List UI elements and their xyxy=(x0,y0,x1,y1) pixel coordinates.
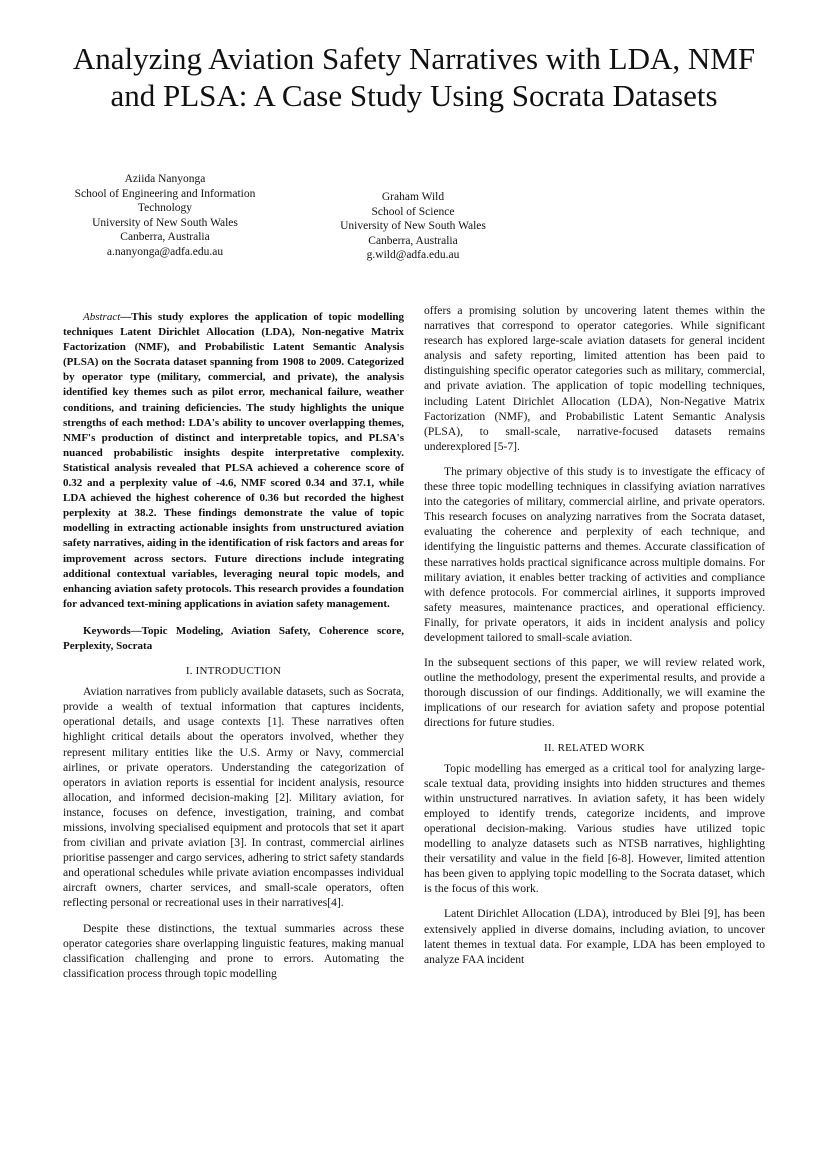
abstract xyxy=(63,310,404,612)
paper-title: Analyzing Aviation Safety Narratives with LDA, NMF and PLSA: A Case Study Using Socrata Datasets xyxy=(72,41,756,113)
paragraph: Topic modelling has emerged as a critical tool for analyzing large-scale textual data, providing insights into hidden structures and themes within unstructured narratives. In aviation safety, it has been widely employed to identify trends, categorize incidents, and improve operational decision-making. Various studies have utilized topic modelling to analyze datasets such as NTSB narratives, highlighting their versatility and value in the field [6-8]. However, limited attention has been given to applying topic modelling to the Socrata dataset, which is the focus of this work. xyxy=(424,761,765,896)
left-column xyxy=(63,310,404,981)
author-name: Graham Wild xyxy=(381,191,445,203)
section-heading-introduction: I. INTRODUCTION xyxy=(185,665,282,678)
paragraph: Aviation narratives from publicly available datasets, such as Socrata, provide a wealth of textual information that captures incidents, operational details, and usage contexts [1]. These narratives often highlight critical details about the operators involved, whether they represent military entities like the U.S. Army or Navy, commercial airlines, or private operators. Understanding the categorization of operators in aviation reports is essential for incident analysis, resource allocation, and informed decision-making [2]. Military aviation, for instance, focuses on defence, investigation, training, and combat missions, involving specialised equipment and protocols that set it apart from civilian and private aviation [3]. In contrast, commercial airlines prioritise passenger and cargo services, adhering to strict safety standards and operational schedules while private aviation encompasses individual aircraft owners, charter services, and small-scale operators, often reflecting personal or recreational uses in their narratives[4]. xyxy=(63,685,404,910)
abstract-label: Abstract xyxy=(83,311,121,323)
author-university: University of New South Wales xyxy=(92,216,238,229)
author-university: University of New South Wales xyxy=(340,220,486,233)
right-column xyxy=(424,303,765,967)
author-affiliation-cont: Technology xyxy=(137,202,193,215)
paragraph: Latent Dirichlet Allocation (LDA), introduced by Blei [9], has been extensively applied in diverse domains, including aviation, to uncover latent themes in textual data. For example, LDA has been employed to analyze FAA incident xyxy=(424,907,765,966)
author-block-1 xyxy=(55,172,275,260)
author-location: Canberra, Australia xyxy=(368,234,458,247)
author-email: g.wild@adfa.edu.au xyxy=(366,249,460,262)
author-email: a.nanyonga@adfa.edu.au xyxy=(106,245,224,258)
section-heading-related-work: II. RELATED WORK xyxy=(543,741,646,754)
author-affiliation: School of Science xyxy=(371,205,455,218)
keywords: Keywords—Topic Modeling, Aviation Safety, Coherence score, Perplexity, Socrata xyxy=(63,624,404,652)
author-block-2 xyxy=(318,190,508,263)
abstract-text: —This study explores the application of topic modelling techniques Latent Dirichlet Allocation (LDA), Non-negative Matrix Factorization (NMF), and Probabilistic Latent Semantic Analysis (PLSA) on the Socrata dataset spanning from 1908 to 2009. Categorized by operator type (military, commercial, and private), the analysis identified key themes such as pilot error, mechanical failure, weather conditions, and training deficiencies. The study highlights the unique strengths of each method: LDA's ability to uncover overlapping themes, NMF's production of distinct and interpretable topics, and PLSA's nuanced probabilistic insights despite interpretative complexity. Statistical analysis revealed that PLSA achieved a coherence score of 0.32 and a perplexity value of -4.6, NMF scored 0.34 and 37.1, while LDA achieved the highest coherence of 0.36 but recorded the highest perplexity at 38.2. These findings demonstrate the value of topic modelling in extracting actionable insights from unstructured aviation safety narratives, aiding in the identification of risk factors and areas for improvement across sectors. Future directions include integrating additional contextual variables, leveraging neural topic models, and enhancing aviation safety protocols. This research provides a foundation for advanced text-mining applications in aviation safety management. xyxy=(63,311,404,610)
paragraph: offers a promising solution by uncovering latent themes within the narratives that correspond to operator categories. While significant research has explored large-scale aviation datasets for general incident analysis and safety reporting, limited attention has been paid to distinguishing specific operator categories such as military, commercial, and private aviation. The application of topic modelling techniques, including Latent Dirichlet Allocation (LDA), Non-Negative Matrix Factorization (NMF), and Probabilistic Latent Semantic Analysis (PLSA), to small-scale, narrative-focused datasets remains underexplored [5-7]. xyxy=(424,304,765,453)
paragraph: The primary objective of this study is to investigate the efficacy of these three topic modelling techniques in classifying aviation narratives into the categories of military, commercial airline, and private operators. This research focuses on analyzing narratives from the Socrata dataset, evaluating the coherence and perplexity of each technique, and identifying the linguistic patterns and themes. Accurate classification of these narratives holds practical significance across multiple domains. For military aviation, it enables better tracking of activities and compliance with defence protocols. For commercial airlines, it supports improved safety measures, maintenance practices, and operational efficiency. Finally, for private operators, it aids in incident analysis and policy development tailored to small-scale aviation. xyxy=(424,464,765,644)
author-name: Aziida Nanyonga xyxy=(124,173,206,185)
author-location: Canberra, Australia xyxy=(120,231,210,244)
paragraph: Despite these distinctions, the textual summaries across these operator categories share overlapping linguistic features, making manual classification challenging and prone to errors. Automating the classification process through topic modelling xyxy=(63,921,404,980)
author-affiliation: School of Engineering and Information xyxy=(74,187,256,200)
paragraph: In the subsequent sections of this paper, we will review related work, outline the methodology, present the experimental results, and provide a thorough discussion of our findings. Additionally, we will examine the implications of our research for aviation safety and propose potential directions for future studies. xyxy=(424,656,765,730)
